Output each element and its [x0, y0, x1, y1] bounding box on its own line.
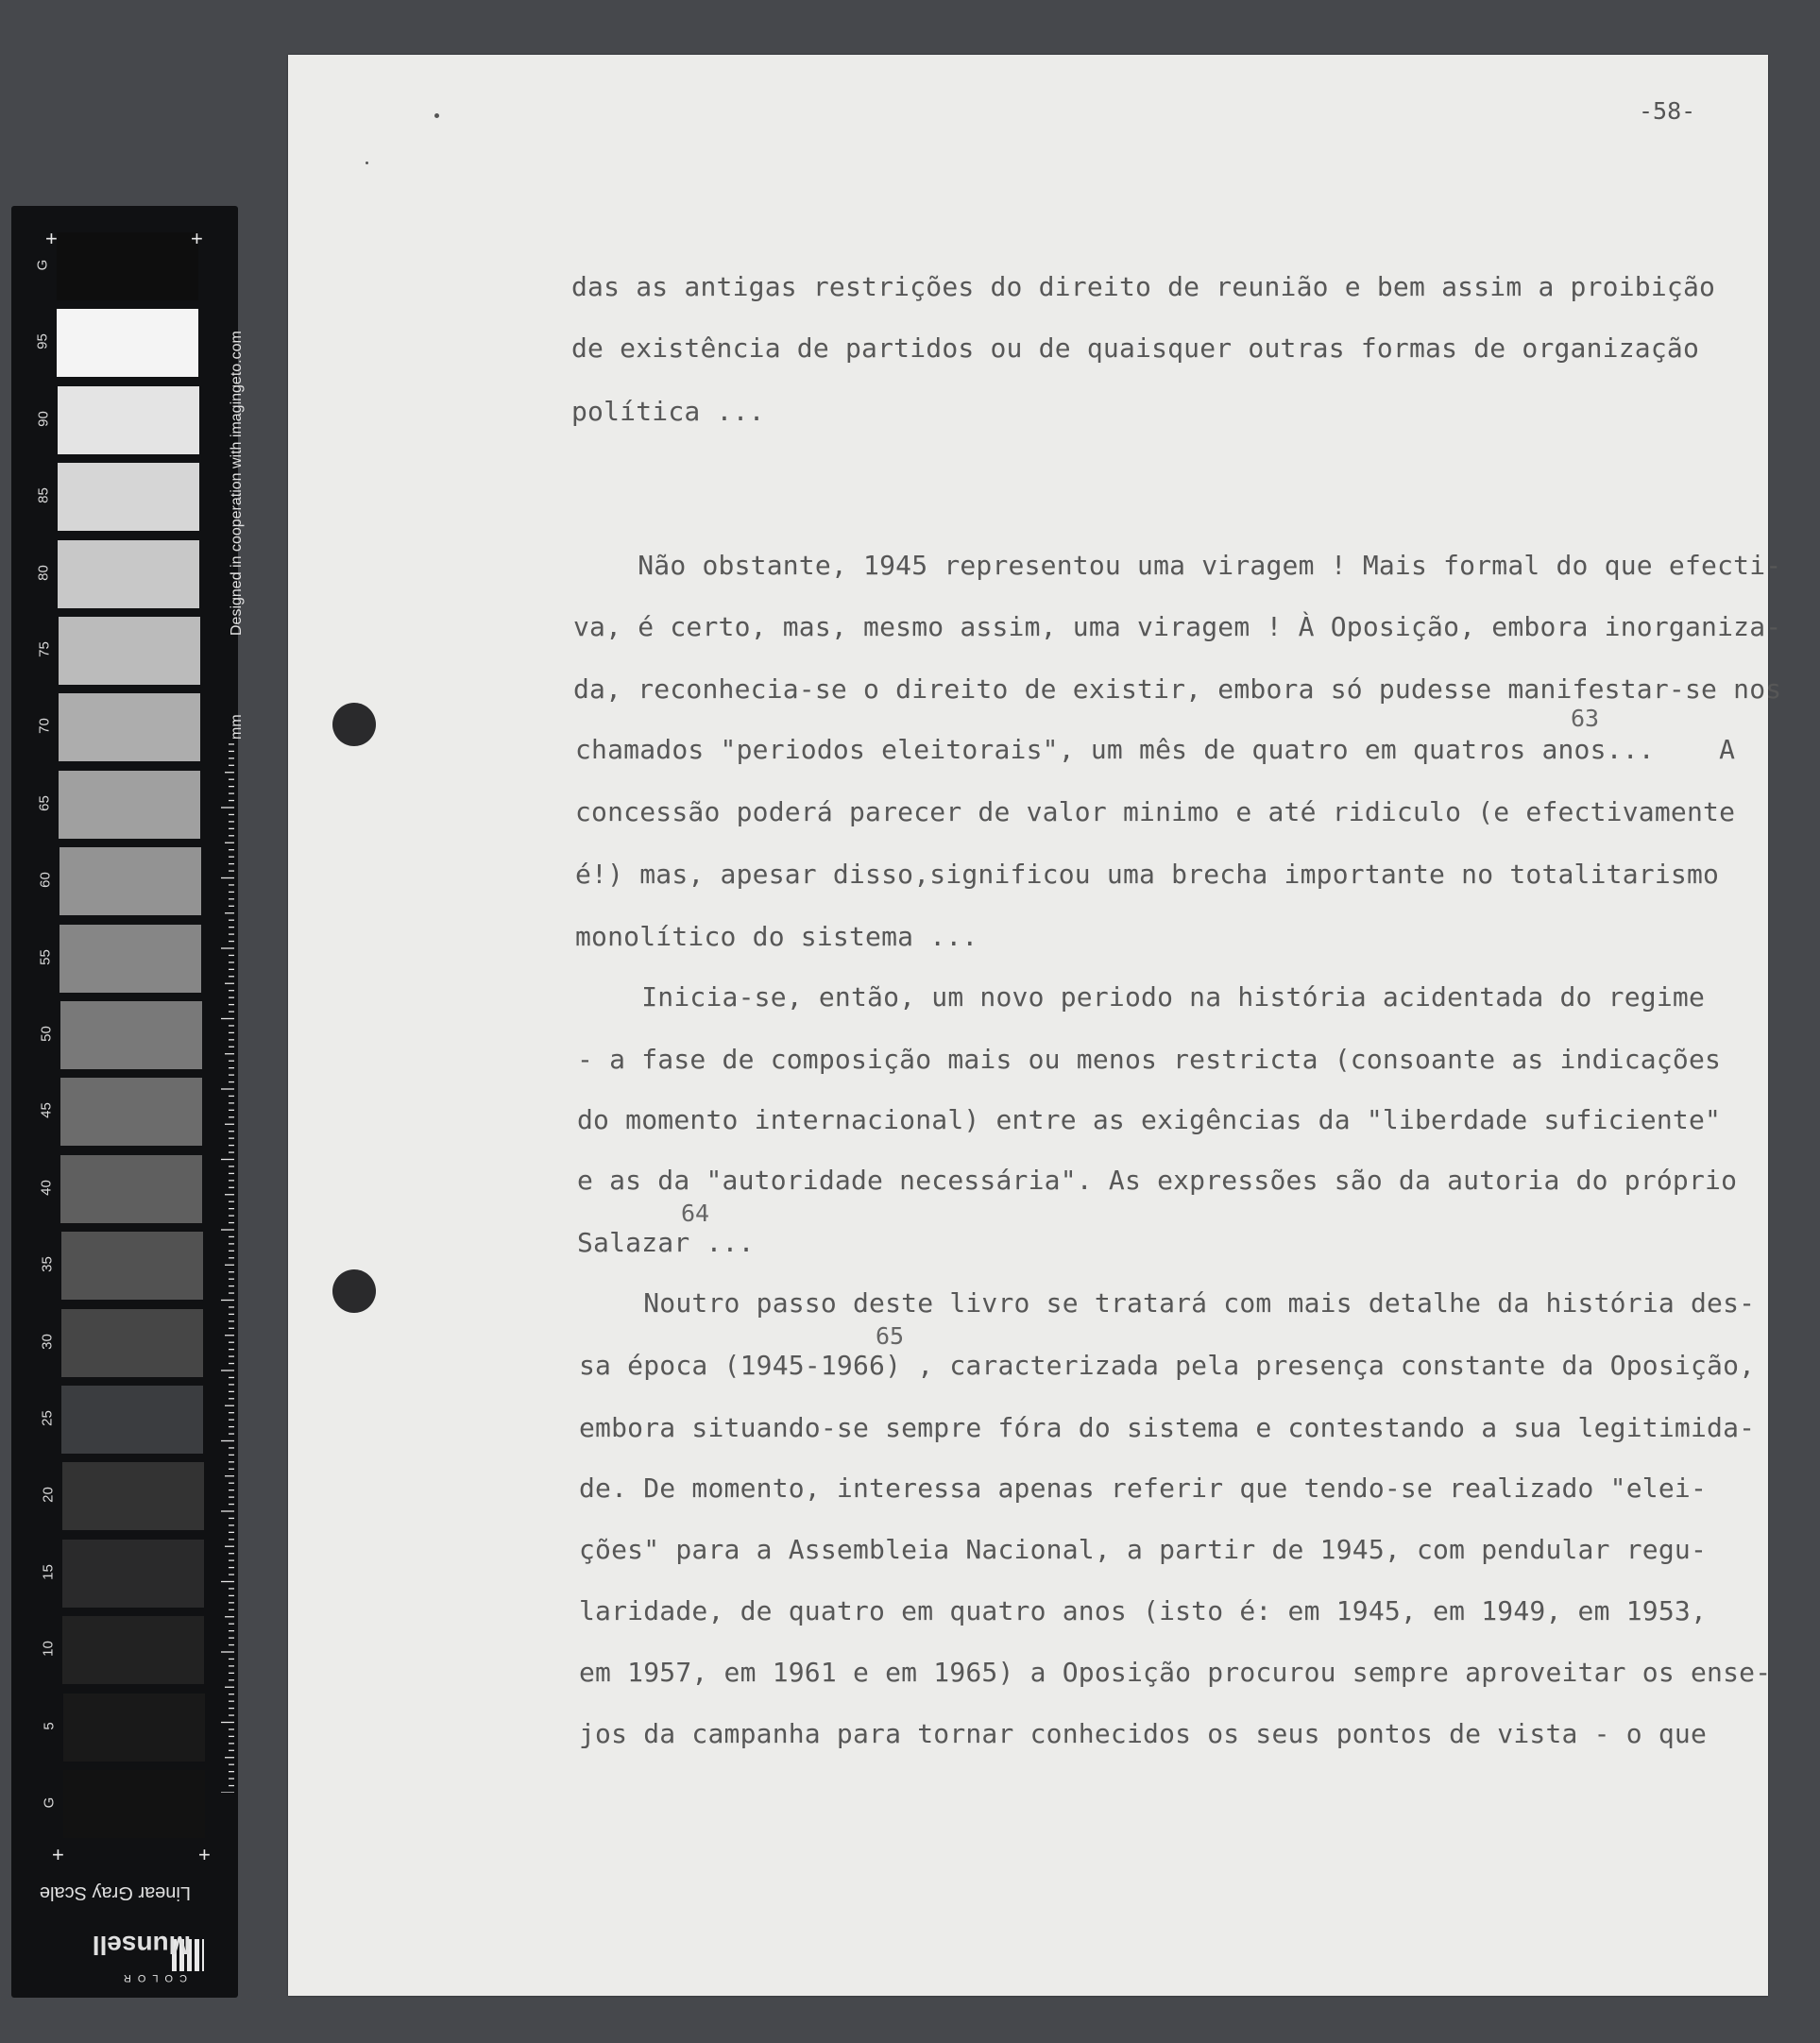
patch-label: 55: [37, 948, 54, 965]
text-line: monolítico do sistema ...: [575, 921, 978, 952]
gray-patch: [63, 1770, 205, 1838]
gray-patch: [62, 1462, 204, 1530]
text-line: Noutro passo deste livro se tratará com mais detalhe da história des-: [579, 1287, 1756, 1319]
gray-patch: [60, 925, 201, 993]
text-line: ções" para a Assembleia Nacional, a partir de 1945, com pendular regu-: [579, 1534, 1708, 1565]
registration-mark: +: [198, 1843, 211, 1866]
patch-label: 15: [40, 1563, 57, 1580]
patch-label: 85: [35, 487, 52, 504]
registration-mark: +: [191, 227, 203, 250]
gray-scale-card: [11, 206, 245, 1998]
gray-patch: [58, 463, 199, 531]
text-line: - a fase de composição mais ou menos restricta (consoante as indicações: [577, 1044, 1722, 1075]
gray-patch: [61, 1232, 203, 1300]
patch-label: 75: [36, 641, 53, 657]
registration-mark: +: [52, 1843, 64, 1866]
text-line: chamados "periodos eleitorais", um mês de quatro em quatros anos... A: [575, 734, 1736, 765]
patch-label: 60: [37, 872, 54, 889]
brand-sub: COLOR: [116, 1972, 187, 1983]
text-line: Não obstante, 1945 representou uma viragem ! Mais formal do que efecti-: [573, 550, 1782, 581]
gray-patch: [58, 386, 199, 454]
text-line: Inicia-se, então, um novo periodo na história acidentada do regime: [577, 981, 1706, 1013]
text-line: de. De momento, interessa apenas referir que tendo-se realizado "elei-: [579, 1473, 1708, 1504]
brand-name: Munsell: [92, 1931, 191, 1960]
unit-label: mm: [229, 714, 245, 740]
ink-speck: [366, 162, 368, 164]
typed-page: [288, 55, 1782, 1996]
gray-patch: [60, 1001, 202, 1069]
gray-patch: [57, 232, 198, 300]
ink-speck: [434, 113, 439, 118]
text-line: sa época (1945-1966) , caracterizada pela presença constante da Oposição,: [579, 1350, 1756, 1381]
gray-patch: [60, 1078, 202, 1146]
patch-label: 20: [40, 1487, 57, 1504]
patch-label: 80: [35, 564, 52, 581]
cooperation-text: Designed in cooperation with imagingeto.com: [229, 331, 245, 636]
text-line: política ...: [571, 396, 765, 427]
patch-label: 65: [36, 794, 53, 811]
gray-patch: [58, 540, 199, 608]
patch-label: 10: [40, 1641, 57, 1658]
footnote-marker: 64: [681, 1200, 710, 1227]
text-line: embora situando-se sempre fóra do sistema e contestando a sua legitimida-: [579, 1412, 1756, 1443]
footnote-marker: 65: [876, 1322, 905, 1350]
gray-patch: [61, 1386, 203, 1454]
patch-label: 25: [39, 1410, 56, 1426]
gray-patch: [62, 1616, 204, 1684]
text-line: do momento internacional) entre as exigências da "liberdade suficiente": [577, 1104, 1722, 1135]
gray-patch: [61, 1309, 203, 1377]
punch-hole: [332, 1269, 376, 1313]
gray-patch: [63, 1694, 205, 1762]
text-line: jos da campanha para tornar conhecidos os seus pontos de vista - o que: [579, 1718, 1708, 1749]
patch-label: 95: [34, 333, 51, 350]
text-line: em 1957, em 1961 e em 1965) a Oposição procurou sempre aproveitar os ense-: [579, 1657, 1772, 1688]
text-line: é!) mas, apesar disso,significou uma brecha importante no totalitarismo: [575, 859, 1720, 890]
footnote-marker: 63: [1571, 705, 1600, 732]
patch-label: 30: [39, 1333, 56, 1350]
text-line: da, reconhecia-se o direito de existir, embora só pudesse manifestar-se nos: [573, 673, 1782, 705]
page-number: -58-: [1639, 97, 1696, 125]
gray-patch: [57, 309, 198, 377]
text-line: laridade, de quatro em quatro anos (isto é: em 1945, em 1949, em 1953,: [579, 1595, 1708, 1626]
gray-patch: [60, 1155, 202, 1223]
text-line: de existência de partidos ou de quaisquer outras formas de organização: [571, 332, 1700, 364]
patch-label: 50: [38, 1026, 54, 1042]
text-line: va, é certo, mas, mesmo assim, uma viragem ! À Oposição, embora inorganiza-: [573, 611, 1782, 642]
gray-patch: [59, 693, 200, 761]
patch-label: 45: [38, 1102, 55, 1119]
gray-patch: [60, 847, 201, 915]
text-line: e as da "autoridade necessária". As expressões são da autoria do próprio: [577, 1165, 1738, 1196]
patch-label: 5: [41, 1721, 58, 1730]
patch-label: 40: [38, 1179, 55, 1196]
gray-patch: [59, 771, 200, 839]
patch-label: G: [34, 259, 51, 271]
text-line: Salazar ...: [577, 1227, 755, 1258]
text-line: concessão poderá parecer de valor minimo e até ridiculo (e efectivamente: [575, 796, 1736, 827]
patch-label: 70: [36, 718, 53, 735]
registration-mark: +: [45, 227, 58, 250]
gray-patch: [62, 1540, 204, 1608]
gray-patch: [59, 617, 200, 685]
punch-hole: [332, 703, 376, 746]
scale-title: Linear Gray Scale: [39, 1882, 191, 1903]
patch-label: G: [41, 1796, 58, 1809]
patch-label: 90: [35, 410, 52, 427]
mm-ruler: [221, 735, 234, 1793]
text-line: das as antigas restrições do direito de reunião e bem assim a proibição: [571, 271, 1716, 302]
patch-label: 35: [39, 1256, 56, 1273]
